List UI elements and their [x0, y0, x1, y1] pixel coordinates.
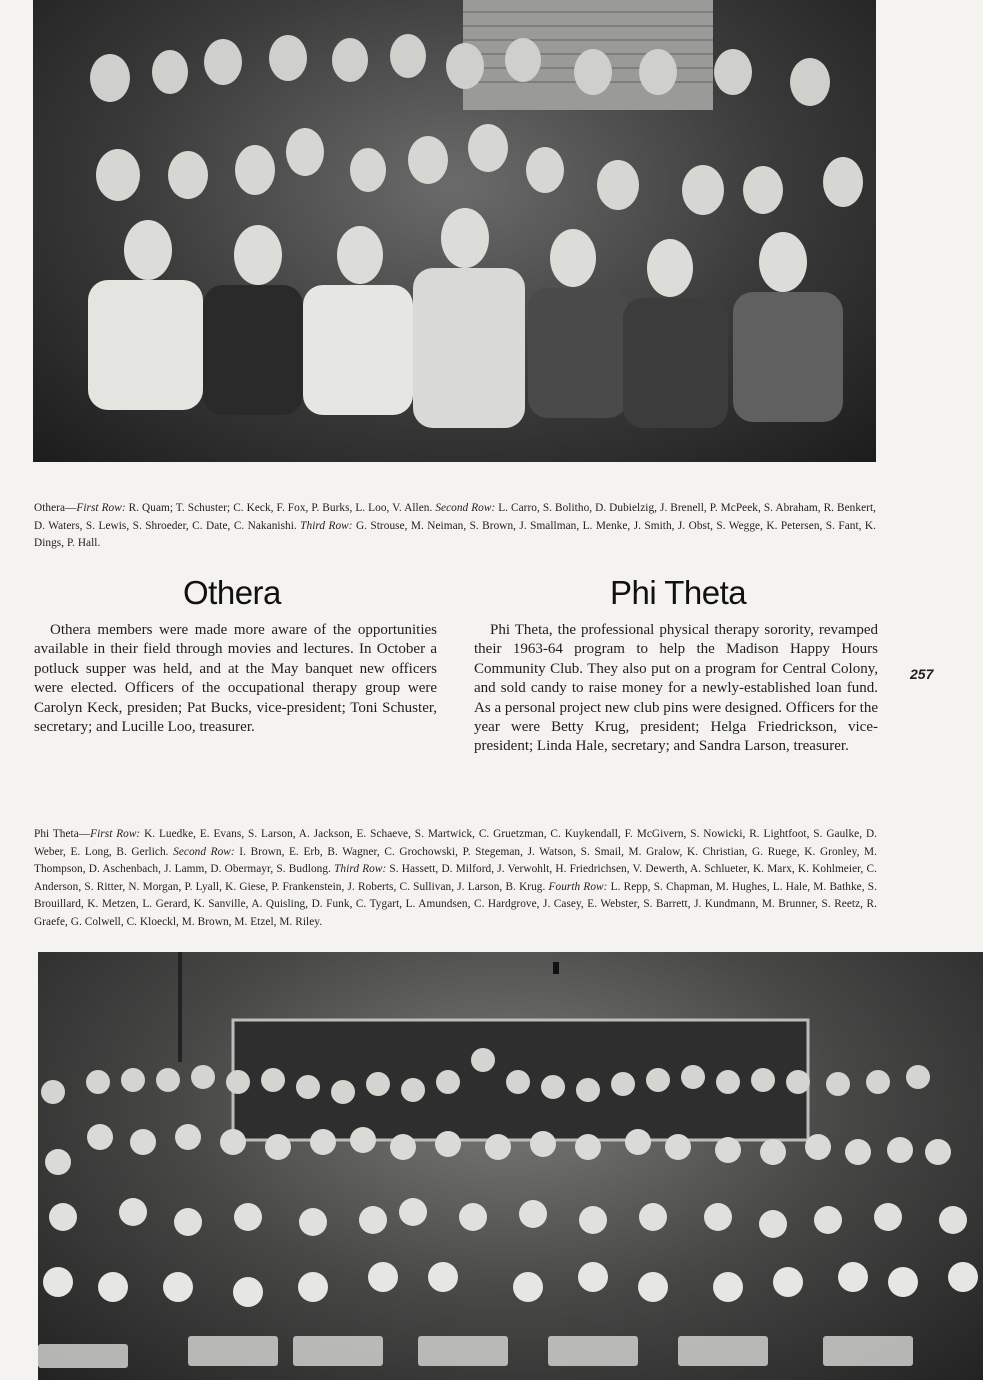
othera-body-text: Othera members were made more aware of the opportunities available in their field through movies and lectures. In October a potluck supper was held, and at the May banquet new officers were elected. Officers of the occupational therapy group were Carolyn Keck, presiden; Pat Bucks, vice-president; Toni Schuster, secretary; and Lucille Loo, treasurer. [34, 622, 437, 736]
othera-caption-group: Othera— [34, 502, 77, 514]
othera-caption-row3-names: G. Strouse, M. Neiman, S. Brown, J. Smallman, L. Menke, J. Smith, J. Obst, S. Wegge, K. Petersen, S. Fant, K. Dings, P. Hall. [34, 519, 876, 550]
othera-photo-caption [34, 500, 876, 553]
othera-photo-figures [33, 0, 876, 462]
phi-theta-caption-row4-label: Fourth Row: [548, 880, 608, 893]
phi-theta-body-text: Phi Theta, the professional physical therapy sorority, revamped their 1963-64 program to help the Madison Happy Hours Community Club. They also put on a program for Central Colony, and sold candy to raise money for a newly-established loan fund. As a personal project new club pins were designed. Officers for the year were Betty Krug, president; Helga Friedrickson, vice-president; Linda Hale, secretary; and Sandra Larson, treasurer. [474, 622, 878, 755]
phi-theta-photo-caption [34, 826, 877, 932]
othera-title: Othera [183, 574, 281, 611]
phi-theta-title: Phi Theta [610, 574, 747, 611]
phi-theta-caption-row3-names: S. Hassett, D. Milford, J. Verwohlt, H. Friedrichsen, V. Dewerth, A. Schlueter, K. Marx, K. Kohlmeier, C. Anderson, S. Ritter, N. Morgan, P. Lyall, K. Giese, P. Frankenstein, J. Roberts, C. Sullivan, J. Larson, B. Krug. [34, 863, 877, 893]
phi-theta-caption-row2-label: Second Row: [173, 845, 235, 858]
othera-caption-row1-label: First Row: [76, 502, 126, 514]
phi-theta-photo-figures [38, 952, 983, 1380]
phi-theta-caption-row2-names: I. Brown, E. Erb, B. Wagner, C. Grochowski, P. Stegeman, J. Watson, S. Smail, M. Gralow, K. Christian, G. Ruege, K. Gronley, M. Thompson, D. Aschenbach, J. Lamm, D. Obermayr, S. Budlong. [34, 845, 878, 876]
phi-theta-caption-row3-label: Third Row: [334, 863, 387, 876]
phi-theta-caption-row4-names: L. Repp, S. Chapman, M. Hughes, L. Hale, M. Bathke, S. Brouillard, K. Metzen, L. Gerard, K. Sanville, A. Quisling, D. Funk, C. Tygart, L. Amundsen, C. Hardgrove, J. Casey, E. Webster, S. Barrett, J. Kundmann, M. Brunner, S. Reetz, R. Graefe, G. Colwell, C. Kloeckl, M. Brown, M. Etzel, M. Riley. [34, 880, 877, 928]
phi-theta-caption-group: Phi Theta— [34, 828, 91, 840]
phi-theta-caption-row1-names: K. Luedke, E. Evans, S. Larson, A. Jackson, E. Schaeve, S. Martwick, C. Gruetzman, C. Kuykendall, F. McGivern, S. Nowicki, R. Lightfoot, S. Gaulke, D. Weber, E. Long, B. Gerlich. [34, 828, 878, 858]
othera-caption-row1-names: R. Quam; T. Schuster; C. Keck, F. Fox, P. Burks, L. Loo, V. Allen. [125, 502, 436, 514]
othera-caption-row2-names: L. Carro, S. Bolitho, D. Dubielzig, J. Brenell, P. McPeek, S. Abraham, R. Benkert, D. Waters, S. Lewis, S. Shroeder, C. Date, C. Nakanishi. [34, 502, 877, 532]
phi-theta-group-photo [38, 952, 983, 1380]
othera-group-photo [33, 0, 876, 462]
othera-caption-row2-label: Second Row: [435, 502, 496, 514]
page-number: 257 [910, 666, 934, 682]
phi-theta-caption-row1-label: First Row: [90, 828, 141, 840]
othera-caption-row3-label: Third Row: [300, 519, 353, 532]
